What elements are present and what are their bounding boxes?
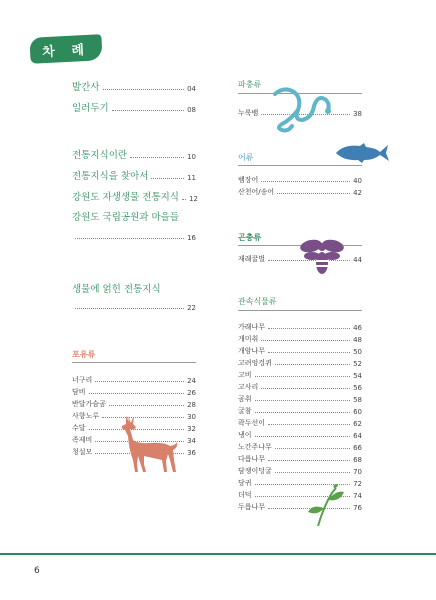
toc-entry-eel[interactable]: 뱀장어 40: [238, 176, 362, 185]
toc-entry-plant-8[interactable]: 굴참 60: [238, 407, 362, 416]
toc-entry-plant-3[interactable]: 개암나무 50: [238, 347, 362, 356]
toc-entry-traditional-knowledge[interactable]: 전통지식이란 10: [72, 150, 196, 161]
fish-icon: [334, 142, 390, 164]
snake-icon: [272, 86, 334, 136]
section-heading-mammals: 포유류: [72, 350, 96, 359]
toc-entry-plant-16[interactable]: 두릅나무 76: [238, 503, 362, 512]
toc-entry-squirrel[interactable]: 청설모 36: [72, 448, 196, 457]
toc-entry-trout[interactable]: 산천어/송어 42: [238, 188, 362, 197]
toc-entry-black-bear[interactable]: 반달가슴곰 28: [72, 400, 196, 409]
toc-entry-plant-13[interactable]: 담쟁이덩굴 70: [238, 467, 362, 476]
section-heading-reptiles: 파충류: [238, 80, 262, 89]
section-heading-insects: 곤충류: [238, 233, 262, 242]
plants-divider: [238, 310, 362, 311]
toc-entry-plant-11[interactable]: 노간주나무 66: [238, 443, 362, 452]
toc-entry-guide[interactable]: 일러두기 08: [72, 103, 196, 114]
footer-rule: [0, 553, 436, 555]
toc-entry-plant-10[interactable]: 냉이 64: [238, 431, 362, 440]
toc-entry-plant-14[interactable]: 당귀 72: [238, 479, 362, 488]
toc-entry-national-parks-label: 강원도 국립공원과 마을들: [72, 212, 179, 223]
page-number: 6: [34, 566, 40, 576]
toc-entry-plant-7[interactable]: 곰취 58: [238, 395, 362, 404]
section-heading-fish: 어류: [238, 153, 254, 162]
bee-icon: [298, 236, 346, 276]
toc-entry-plant-15[interactable]: 더덕 74: [238, 491, 362, 500]
toc-entry-native-species[interactable]: 강원도 자생생물 전통지식 12: [72, 192, 198, 203]
toc-badge-label: 차 례: [41, 42, 91, 61]
toc-entry-honeybee[interactable]: 재래꿀벌 44: [238, 255, 362, 264]
toc-entry-plant-12[interactable]: 다릅나무 68: [238, 455, 362, 464]
toc-badge: [29, 34, 102, 64]
toc-entry-plant-5[interactable]: 고비 54: [238, 371, 362, 380]
toc-entry-rat-snake[interactable]: 누룩뱀 38: [238, 109, 362, 118]
toc-entry-searching-knowledge[interactable]: 전통지식을 찾아서 11: [72, 171, 196, 182]
toc-entry-plant-1[interactable]: 가래나무 46: [238, 323, 362, 332]
toc-entry-otter[interactable]: 수달 32: [72, 424, 196, 433]
deer-icon: [120, 414, 180, 476]
toc-entry-plant-2[interactable]: 개미취 48: [238, 335, 362, 344]
toc-page: 차 례 발간사 04 일러두기 08 전통지식이란 10 전통지식을 찾아서 11 강원도 자생생물 전통지식 12 강원도 국립공원과 마을들 16 생물에 얽힌 전통지식 22 포유류 너구리 24 담비 26 반달가슴곰 28 사향노루 30 수달 32 족제비 34 청설모 36 파충류 누룩뱀 38 어류 뱀장어 40 산천어/송어 42 곤충류 재래꿀벌 44 관속식물류 가래나무 46 개미취 48 개암나무 50 고려엉겅퀴 52 고비 54 고사리 56 곰취 58 굴참 60 곽두선이 62 냉이 64 노간주나무 66 다릅나무 68 담쟁이덩굴 70 당귀 72 더덕 74 두릅나무 76 6: [0, 0, 436, 600]
fish-divider: [238, 165, 362, 166]
toc-entry-plant-4[interactable]: 고려엉겅퀴 52: [238, 359, 362, 368]
toc-entry-raccoon-dog[interactable]: 너구리 24: [72, 376, 196, 385]
toc-entry-musk-deer[interactable]: 사향노루 30: [72, 412, 196, 421]
section-heading-plants: 관속식물류: [238, 297, 277, 306]
toc-entry-plant-6[interactable]: 고사리 56: [238, 383, 362, 392]
toc-entry-plant-9[interactable]: 곽두선이 62: [238, 419, 362, 428]
mammals-divider: [72, 362, 196, 363]
toc-entry-weasel[interactable]: 족제비 34: [72, 436, 196, 445]
toc-entry-biology-knowledge-label: 생물에 얽힌 전통지식: [72, 284, 161, 295]
toc-entry-foreword[interactable]: 발간사 04: [72, 82, 196, 93]
toc-entry-marten[interactable]: 담비 26: [72, 388, 196, 397]
sprout-icon: [306, 484, 346, 528]
